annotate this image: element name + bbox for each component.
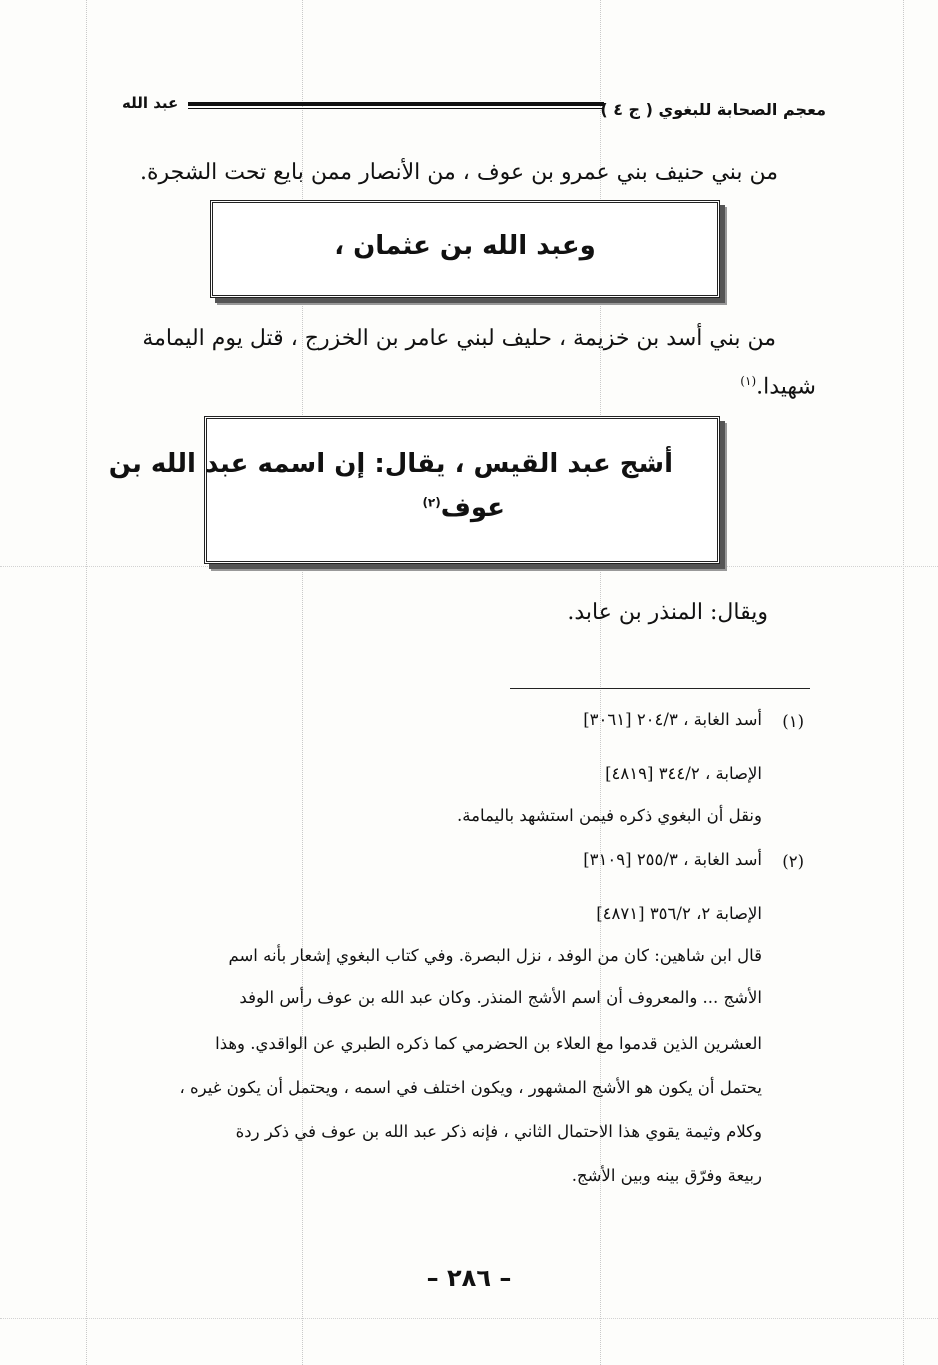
footnote-line: العشرين الذين قدموا مع العلاء بن الحضرمي كما ذكره الطبري عن الواقدي. وهذا (215, 1034, 762, 1053)
footnote-line: قال ابن شاهين: كان من الوفد ، نزل البصرة. وفي كتاب البغوي إشعار بأنه اسم (228, 946, 762, 965)
running-header (118, 92, 826, 128)
book-title: معجم الصحابة للبغوي ( ج ٤ ) (600, 100, 826, 119)
footnote-line: ربيعة وفرّق بينه وبين الأشج. (571, 1166, 762, 1185)
footnote-line: أسد الغابة ، ٢٠٤/٣ [٣٠٦١] (583, 710, 762, 729)
footnote-line: الأشج ... والمعروف أن اسم الأشج المنذر. وكان عبد الله بن عوف رأس الوفد (239, 988, 762, 1007)
footnote-line: يحتمل أن يكون هو الأشج المشهور ، ويكون اختلف في اسمه ، ويحتمل أن يكون غيره ، (179, 1078, 762, 1097)
scan-gridline (0, 1318, 938, 1319)
body-line: من بني أسد بن خزيمة ، حليف لبني عامر بن الخزرج ، قتل يوم اليمامة (142, 326, 776, 351)
footnote-ref: (١) (740, 374, 757, 388)
header-rule (188, 102, 604, 109)
entry-heading-box (108, 416, 720, 564)
footnote-line: ونقل أن البغوي ذكره فيمن استشهد باليمامة. (457, 806, 762, 825)
scan-gridline (0, 566, 938, 567)
footnote-separator (510, 688, 810, 689)
footnote-line: أسد الغابة ، ٢٥٥/٣ [٣١٠٩] (583, 850, 762, 869)
footnote-line: الإصابة ، ٣٤٤/٢ [٤٨١٩] (605, 764, 762, 783)
footnote-line: الإصابة ٢، ٣٥٦/٢ [٤٨٧١] (596, 904, 762, 923)
section-name: عبد الله (122, 94, 179, 112)
scan-gridline (86, 0, 87, 1365)
body-line: من بني حنيف بني عمرو بن عوف ، من الأنصار ممن بايع تحت الشجرة. (139, 160, 778, 185)
body-line-text: شهيدا. (756, 374, 816, 400)
body-line (740, 374, 816, 399)
entry-heading-cont (207, 493, 717, 523)
footnote-marker: (٢) (782, 852, 804, 871)
page-number: – ٢٨٦ – (426, 1264, 512, 1292)
entry-heading-text: عوف (440, 493, 505, 523)
scan-gridline (903, 0, 904, 1365)
footnote-marker: (١) (782, 712, 804, 731)
footnote-line: وكلام وثيمة يقوي هذا الاحتمال الثاني ، فإنه ذكر عبد الله بن عوف في ذكر ردة (235, 1122, 762, 1141)
footnote-ref: (٢) (422, 495, 441, 510)
entry-heading: أشج عبد القيس ، يقال: إن اسمه عبد الله بن (108, 449, 673, 479)
entry-heading: وعبد الله بن عثمان ، (334, 231, 596, 261)
body-line: ويقال: المنذر بن عابد. (567, 600, 768, 625)
entry-heading-box (210, 200, 720, 298)
